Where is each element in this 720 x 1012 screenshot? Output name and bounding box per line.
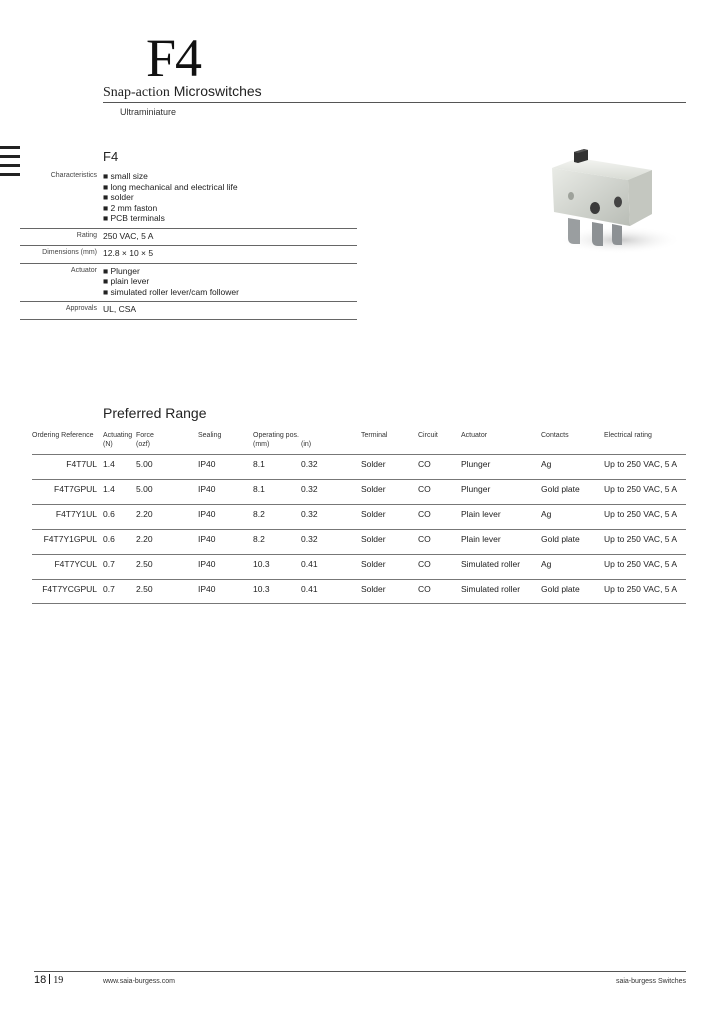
col-header-sealing: Sealing bbox=[198, 432, 222, 439]
range-title: Preferred Range bbox=[103, 405, 207, 421]
spec-table bbox=[20, 171, 357, 320]
cell-force-ozf: 2.20 bbox=[136, 505, 198, 530]
col-header-terminal: Terminal bbox=[361, 432, 388, 439]
cell-contacts: Gold plate bbox=[541, 480, 604, 505]
page-number-other: 19 bbox=[53, 975, 64, 986]
cell-terminal: Solder bbox=[361, 530, 418, 555]
spec-values bbox=[103, 171, 357, 224]
col-header-ref: Ordering Reference bbox=[32, 432, 94, 439]
cell-operating-pos-mm: 8.1 bbox=[253, 480, 301, 505]
cell-electrical-rating: Up to 250 VAC, 5 A bbox=[604, 530, 686, 555]
col-header-operating-in: (in) bbox=[301, 441, 312, 448]
cell-operating-pos-in: 0.32 bbox=[301, 530, 361, 555]
cell-terminal: Solder bbox=[361, 505, 418, 530]
spec-value: UL, CSA bbox=[103, 304, 137, 314]
cell-ordering-reference: F4T7GPUL bbox=[32, 480, 103, 505]
spec-values bbox=[103, 304, 357, 315]
cell-force-ozf: 2.50 bbox=[136, 580, 198, 604]
cell-operating-pos-in: 0.32 bbox=[301, 505, 361, 530]
cell-circuit: CO bbox=[418, 505, 461, 530]
spec-value: ■ solder bbox=[103, 192, 134, 202]
cell-actuating-force-n: 1.4 bbox=[103, 455, 136, 480]
cell-operating-pos-in: 0.32 bbox=[301, 455, 361, 480]
spec-value: ■ simulated roller lever/cam follower bbox=[103, 286, 239, 297]
spec-values bbox=[103, 266, 357, 298]
col-header-rating: Electrical rating bbox=[604, 432, 652, 439]
cell-operating-pos-mm: 8.2 bbox=[253, 505, 301, 530]
page-title: F4 bbox=[146, 28, 202, 88]
cell-ordering-reference: F4T7YCUL bbox=[32, 555, 103, 580]
page-subtitle bbox=[103, 82, 262, 102]
header-divider bbox=[103, 102, 686, 103]
cell-electrical-rating: Up to 250 VAC, 5 A bbox=[604, 480, 686, 505]
spec-value: 12.8 × 10 × 5 bbox=[103, 248, 154, 258]
cell-actuating-force-n: 0.7 bbox=[103, 580, 136, 604]
cell-electrical-rating: Up to 250 VAC, 5 A bbox=[604, 505, 686, 530]
cell-ordering-reference: F4T7YCGPUL bbox=[32, 580, 103, 604]
range-header-row bbox=[32, 430, 686, 455]
range-table bbox=[32, 430, 686, 604]
cell-contacts: Ag bbox=[541, 505, 604, 530]
spec-value: ■ plain lever bbox=[103, 276, 150, 286]
cell-operating-pos-mm: 8.2 bbox=[253, 530, 301, 555]
cell-ordering-reference: F4T7UL bbox=[32, 455, 103, 480]
cell-contacts: Gold plate bbox=[541, 530, 604, 555]
spec-values bbox=[103, 248, 357, 259]
section-marker bbox=[0, 146, 20, 182]
spec-row bbox=[20, 229, 357, 247]
spec-row bbox=[20, 264, 357, 303]
cell-circuit: CO bbox=[418, 530, 461, 555]
cell-ordering-reference: F4T7Y1UL bbox=[32, 505, 103, 530]
cell-terminal: Solder bbox=[361, 480, 418, 505]
cell-operating-pos-mm: 10.3 bbox=[253, 555, 301, 580]
cell-terminal: Solder bbox=[361, 555, 418, 580]
spec-label: Characteristics bbox=[50, 172, 97, 179]
cell-force-ozf: 5.00 bbox=[136, 455, 198, 480]
col-header-actuator: Actuator bbox=[461, 432, 488, 439]
spec-label: Dimensions (mm) bbox=[42, 249, 97, 256]
cell-actuating-force-n: 0.7 bbox=[103, 555, 136, 580]
microswitch-image bbox=[540, 140, 680, 255]
page-number bbox=[34, 974, 63, 987]
product-name: F4 bbox=[103, 149, 119, 164]
spec-value: ■ small size bbox=[103, 171, 148, 181]
spec-label: Rating bbox=[76, 231, 97, 239]
table-row bbox=[32, 455, 686, 480]
spec-value: ■ long mechanical and electrical life bbox=[103, 181, 238, 192]
cell-operating-pos-mm: 8.1 bbox=[253, 455, 301, 480]
cell-sealing: IP40 bbox=[198, 580, 253, 604]
col-header-actuating: Actuating (N) bbox=[103, 432, 133, 448]
spec-label: Actuator bbox=[70, 266, 97, 274]
spec-value: ■ PCB terminals bbox=[103, 213, 165, 223]
col-header-circuit: Circuit bbox=[418, 432, 438, 439]
cell-actuator: Plunger bbox=[461, 455, 541, 480]
spec-label: Approvals bbox=[65, 305, 97, 312]
col-header-operating-mm: Operating pos. (mm) bbox=[253, 432, 299, 448]
cell-contacts: Ag bbox=[541, 455, 604, 480]
spec-row bbox=[20, 246, 357, 264]
page-number-current: 18 bbox=[34, 974, 47, 986]
cell-force-ozf: 5.00 bbox=[136, 480, 198, 505]
cell-sealing: IP40 bbox=[198, 455, 253, 480]
table-row bbox=[32, 505, 686, 530]
cell-force-ozf: 2.20 bbox=[136, 530, 198, 555]
cell-circuit: CO bbox=[418, 555, 461, 580]
table-row bbox=[32, 580, 686, 604]
cell-contacts: Ag bbox=[541, 555, 604, 580]
cell-sealing: IP40 bbox=[198, 555, 253, 580]
cell-force-ozf: 2.50 bbox=[136, 555, 198, 580]
cell-actuator: Simulated roller bbox=[461, 555, 541, 580]
cell-contacts: Gold plate bbox=[541, 580, 604, 604]
spec-value: ■ Plunger bbox=[103, 265, 140, 276]
cell-actuating-force-n: 1.4 bbox=[103, 480, 136, 505]
cell-electrical-rating: Up to 250 VAC, 5 A bbox=[604, 455, 686, 480]
footer-url[interactable]: www.saia-burgess.com bbox=[103, 978, 175, 985]
cell-actuator: Plain lever bbox=[461, 505, 541, 530]
cell-operating-pos-in: 0.41 bbox=[301, 555, 361, 580]
cell-operating-pos-mm: 10.3 bbox=[253, 580, 301, 604]
cell-operating-pos-in: 0.32 bbox=[301, 480, 361, 505]
table-row bbox=[32, 480, 686, 505]
spec-row bbox=[20, 171, 357, 229]
cell-ordering-reference: F4T7Y1GPUL bbox=[32, 530, 103, 555]
cell-circuit: CO bbox=[418, 580, 461, 604]
cell-circuit: CO bbox=[418, 455, 461, 480]
cell-actuator: Simulated roller bbox=[461, 580, 541, 604]
cell-sealing: IP40 bbox=[198, 530, 253, 555]
cell-actuating-force-n: 0.6 bbox=[103, 530, 136, 555]
spec-value: 250 VAC, 5 A bbox=[103, 230, 154, 241]
cell-circuit: CO bbox=[418, 480, 461, 505]
cell-electrical-rating: Up to 250 VAC, 5 A bbox=[604, 580, 686, 604]
cell-electrical-rating: Up to 250 VAC, 5 A bbox=[604, 555, 686, 580]
subtitle-light: Snap-action bbox=[103, 85, 170, 100]
cell-actuator: Plain lever bbox=[461, 530, 541, 555]
cell-sealing: IP40 bbox=[198, 505, 253, 530]
table-row bbox=[32, 555, 686, 580]
subtitle-bold: Microswitches bbox=[173, 83, 262, 99]
cell-terminal: Solder bbox=[361, 455, 418, 480]
spec-values bbox=[103, 231, 357, 242]
cell-actuator: Plunger bbox=[461, 480, 541, 505]
cell-actuating-force-n: 0.6 bbox=[103, 505, 136, 530]
section-kicker: Ultraminiature bbox=[120, 107, 177, 117]
cell-operating-pos-in: 0.41 bbox=[301, 580, 361, 604]
col-header-force: Force (ozf) bbox=[136, 432, 154, 448]
spec-value: ■ 2 mm faston bbox=[103, 202, 158, 213]
footer-brand: saia-burgess Switches bbox=[615, 978, 686, 985]
footer-divider bbox=[34, 971, 686, 972]
table-row bbox=[32, 530, 686, 555]
cell-sealing: IP40 bbox=[198, 480, 253, 505]
spec-row bbox=[20, 302, 357, 320]
cell-terminal: Solder bbox=[361, 580, 418, 604]
col-header-contacts: Contacts bbox=[541, 432, 569, 439]
